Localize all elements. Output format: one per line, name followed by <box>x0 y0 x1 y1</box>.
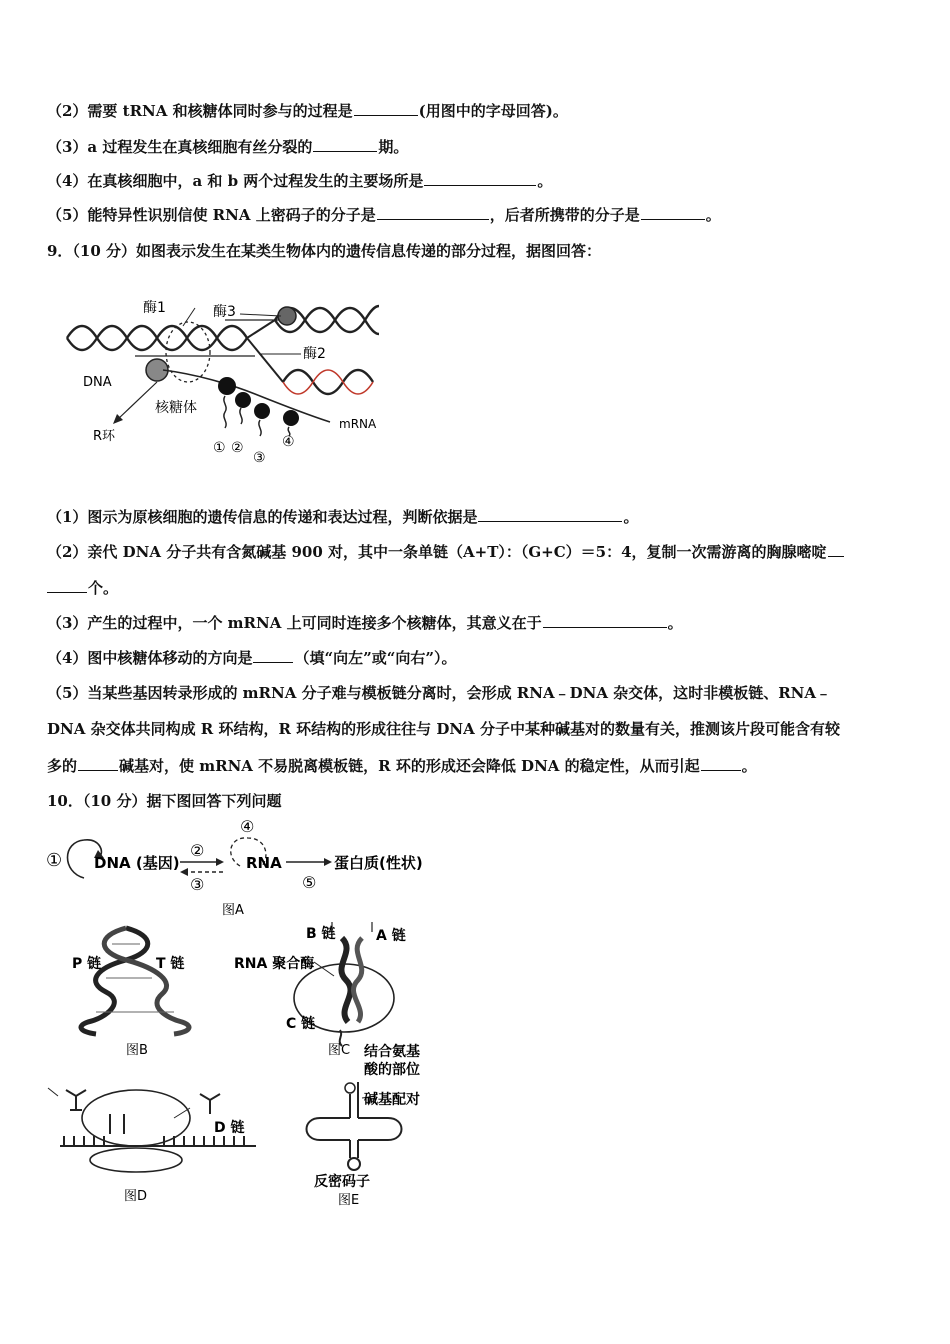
q9-part2-suffix: 个。 <box>88 579 119 597</box>
q10-figure-d <box>44 1074 266 1206</box>
figE-label-aa-2: 酸的部位 <box>364 1062 420 1078</box>
q8-part5-mid: ，后者所携带的分子是 <box>489 206 640 224</box>
peptide-chain-2 <box>240 408 242 424</box>
q9-part3-suffix: 。 <box>667 614 683 632</box>
figA-arrowhead-5 <box>324 858 332 866</box>
fork-line-lower <box>247 338 283 382</box>
q10-header-text: 10．（10 分）据下图回答下列问题 <box>47 792 282 810</box>
answer-blank[interactable] <box>424 171 536 186</box>
q8-part5 <box>47 204 721 225</box>
dna-strand-lower-a <box>283 370 373 394</box>
figE-t-arm <box>358 1118 402 1140</box>
answer-blank[interactable] <box>313 137 377 152</box>
q9-part3-text: （3）产生的过程中，一个 mRNA 上可同时连接多个核糖体，其意义在于 <box>47 614 542 632</box>
q9-part5-line3 <box>47 755 757 776</box>
figE-label-aa-1: 结合氨基 <box>364 1044 420 1060</box>
answer-blank[interactable] <box>354 101 418 116</box>
figE-caption: 图E <box>338 1193 360 1208</box>
q8-part2-text: （2）需要 tRNA 和核糖体同时参与的过程是 <box>47 102 353 120</box>
figE-label-anticodon: 反密码子 <box>314 1174 370 1190</box>
q9-part2 <box>47 541 845 562</box>
q8-part3 <box>47 136 408 157</box>
pointer-r-loop <box>117 382 157 420</box>
q9-part5-text-3c: 。 <box>741 757 757 775</box>
q9-part4 <box>47 647 456 668</box>
peptide-chain-1 <box>224 396 226 428</box>
ribosome-1 <box>218 377 236 395</box>
answer-blank[interactable] <box>641 205 705 220</box>
figE-anticodon-stem <box>350 1140 358 1158</box>
answer-blank[interactable] <box>701 756 741 771</box>
label-ribosome: 核糖体 <box>155 400 197 416</box>
q9-header-text: 9．（10 分）如图表示发生在某类生物体内的遗传信息传递的部分过程，据图回答： <box>47 242 602 260</box>
q8-part2-suffix: (用图中的字母回答)。 <box>418 102 568 120</box>
fork-line-upper <box>247 320 275 338</box>
answer-blank[interactable] <box>543 613 667 628</box>
figD-arrow-enter <box>174 1108 190 1118</box>
q8-part4 <box>47 170 552 191</box>
label-dna: DNA <box>83 375 112 390</box>
q8-part4-text: （4）在真核细胞中，a 和 b 两个过程发生的主要场所是 <box>47 172 424 190</box>
q9-header <box>47 240 601 261</box>
figA-arrowhead-3 <box>180 868 188 876</box>
figC-dna-helix-2 <box>353 938 362 1022</box>
figD-trna-right <box>200 1094 220 1114</box>
dna-strand-left-b <box>67 326 247 350</box>
label-num1: ① <box>213 440 226 456</box>
q9-part1 <box>47 506 638 527</box>
q9-part4-suffix: （填“向左”或“向右”）。 <box>294 649 457 667</box>
figD-label-d: D 链 <box>214 1120 245 1136</box>
figD-ribosome-small <box>90 1148 182 1172</box>
figA-rna: RNA <box>246 854 282 872</box>
q10-figure-a <box>44 816 444 920</box>
figA-num2: ② <box>190 841 205 860</box>
q9-part5-line2 <box>47 718 840 739</box>
q9-part5-text-2: DNA 杂交体共同构成 R 环结构，R 环结构的形成往往与 DNA 分子中某种碱基对的数量有关，推测该片段可能含有较 <box>47 720 840 738</box>
figE-anticodon-loop <box>348 1158 360 1170</box>
label-enzyme1: 酶1 <box>143 300 166 316</box>
figE-d-arm <box>307 1118 351 1140</box>
figD-trna-left <box>66 1090 86 1110</box>
figD-trna-inside <box>110 1114 124 1134</box>
figA-dna-gene: DNA (基因) <box>94 854 180 872</box>
answer-blank[interactable] <box>78 756 118 771</box>
peptide-chain-3 <box>259 420 261 436</box>
label-mrna: mRNA <box>339 417 377 431</box>
q8-part5-text: （5）能特异性识别信使 RNA 上密码子的分子是 <box>47 206 376 224</box>
q8-part2 <box>47 100 568 121</box>
figB-label-t: T 链 <box>156 956 185 972</box>
figC-dna-helix <box>341 938 350 1022</box>
q9-part2-text: （2）亲代 DNA 分子共有含氮碱基 900 对，其中一条单链（A+T）：（G+C）＝5：4，复制一次需游离的胸腺嘧啶 <box>47 543 827 561</box>
ribosome-4 <box>283 410 299 426</box>
q9-part1-suffix: 。 <box>623 508 639 526</box>
label-num3: ③ <box>253 450 266 465</box>
answer-blank[interactable] <box>377 205 489 220</box>
q9-part3 <box>47 612 683 633</box>
answer-blank[interactable] <box>478 507 622 522</box>
answer-blank[interactable] <box>828 542 844 557</box>
q9-part4-text: （4）图中核糖体移动的方向是 <box>47 649 253 667</box>
enzyme1-dashed-ellipse <box>166 322 210 382</box>
figA-num4: ④ <box>240 817 255 836</box>
figC-label-c: C 链 <box>286 1016 316 1032</box>
answer-blank[interactable] <box>253 648 293 663</box>
figA-num3: ③ <box>190 875 205 894</box>
figA-num1: ① <box>46 850 63 871</box>
figD-caption: 图D <box>124 1189 148 1204</box>
q8-part4-suffix: 。 <box>537 172 553 190</box>
ribosome-3 <box>254 403 270 419</box>
q10-figure-e <box>292 1038 442 1208</box>
figA-arrowhead-2 <box>216 858 224 866</box>
answer-blank[interactable] <box>47 578 87 593</box>
q9-replication-figure <box>55 290 385 465</box>
q9-part5-text-1: （5）当某些基因转录形成的 mRNA 分子难与模板链分离时，会形成 RNA﹣DNA 杂交体，这时非模板链、RNA﹣ <box>47 684 832 702</box>
figC-label-polymerase: RNA 聚合酶 <box>234 956 315 972</box>
figA-num5: ⑤ <box>302 873 317 892</box>
figE-acceptor-stem <box>350 1082 358 1118</box>
figC-caption: 图C <box>328 1043 351 1058</box>
pointer-enzyme3 <box>240 314 281 316</box>
q10-figure-b <box>66 922 206 1060</box>
q9-part5-text-3b: 碱基对，使 mRNA 不易脱离模板链，R 环的形成还会降低 DNA 的稳定性，从而引起 <box>119 757 700 775</box>
label-enzyme3: 酶3 <box>213 304 236 320</box>
figC-label-a: A 链 <box>376 928 406 944</box>
dna-strand-lower-b <box>283 370 373 394</box>
figB-label-p: P 链 <box>72 956 102 972</box>
label-r-loop: R环 <box>93 429 116 444</box>
figB-caption: 图B <box>126 1043 148 1058</box>
q9-part5-text-3a: 多的 <box>47 757 78 775</box>
q10-header <box>47 790 281 811</box>
label-num4: ④ <box>282 434 295 450</box>
label-num2: ② <box>231 440 244 456</box>
figA-protein-trait: 蛋白质(性状) <box>334 854 423 872</box>
figA-caption: 图A <box>222 903 244 918</box>
q9-part1-text: （1）图示为原核细胞的遗传信息的传递和表达过程，判断依据是 <box>47 508 478 526</box>
figE-label-pairing: 碱基配对 <box>364 1092 420 1108</box>
q9-part2-cont <box>47 577 118 598</box>
figE-aa-site-circle <box>345 1083 355 1093</box>
figC-label-b: B 链 <box>306 926 336 942</box>
q8-part5-suffix: 。 <box>705 206 721 224</box>
q8-part3-suffix: 期。 <box>378 138 409 156</box>
ribosome-2 <box>235 392 251 408</box>
q8-part3-text: （3）a 过程发生在真核细胞有丝分裂的 <box>47 138 313 156</box>
figD-arrow-exit <box>48 1088 58 1096</box>
label-enzyme2: 酶2 <box>303 346 326 362</box>
q9-part5-line1 <box>47 682 831 703</box>
